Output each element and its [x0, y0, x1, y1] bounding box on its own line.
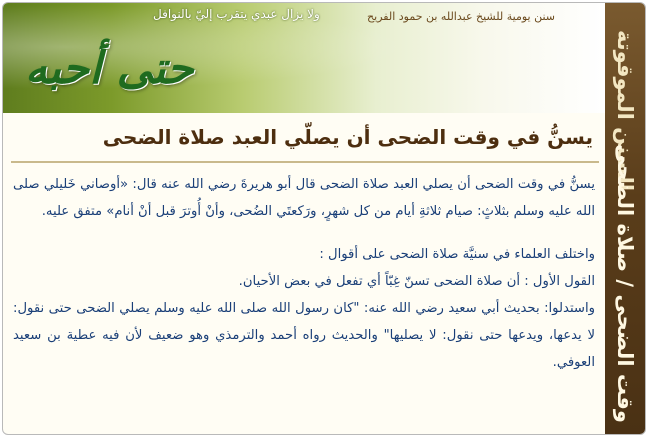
page-title: يسنُّ في وقت الضحى أن يصلّي العبد صلاة الضحى — [102, 125, 593, 149]
sidebar-topic-label: وقت الضحى / صلاة الضحى — [613, 144, 637, 423]
logo-calligraphy: حتى أحبه — [25, 43, 194, 94]
header-banner — [3, 3, 605, 113]
first-opinion: القول الأول : أن صلاة الضحى تسنّ غِبّاً أي تفعل في بعض الأحيان. — [238, 274, 595, 289]
top-hadith-text: ولا يزال عبدي يتقرب إليّ بالنوافل — [153, 7, 320, 21]
hadith-paragraph: يسنُّ في وقت الضحى أن يصلي العبد صلاة الضحى قال أبو هريرةَ رضي الله عنه قال: «أوصاني خَليلي صلى الله عليه وسلم بثلاثٍ: صيام ثلاثةِ أيام من كل شهرٍ، ورَكعتَي الضُحى، وأنْ أُوترَ قبل أنْ أنام» متفق عليه. — [13, 177, 595, 219]
section-sidebar — [605, 3, 645, 434]
sidebar-category-label: السنن الموقوتة — [613, 29, 637, 191]
evidence-paragraph: واستدلوا: بحديث أبي سعيد رضي الله عنه: "كان رسول الله صلى الله عليه وسلم يصلي الضحى حتى نقول: لا يدعها، ويدعها حتى نقول: لا يصليها" والحديث رواه أحمد والترمذي وهو ضعيف لأن فيه عطية بن سعيد العوفي. — [13, 301, 595, 370]
paragraph-gap — [13, 225, 595, 241]
title-divider — [11, 161, 599, 163]
content-body — [13, 171, 595, 428]
page-frame — [2, 2, 646, 435]
series-title: سنن يومية للشيخ عبدالله بن حمود الفريح — [367, 10, 555, 23]
opinions-intro: واختلف العلماء في سنيَّة صلاة الضحى على أقوال : — [319, 247, 595, 262]
